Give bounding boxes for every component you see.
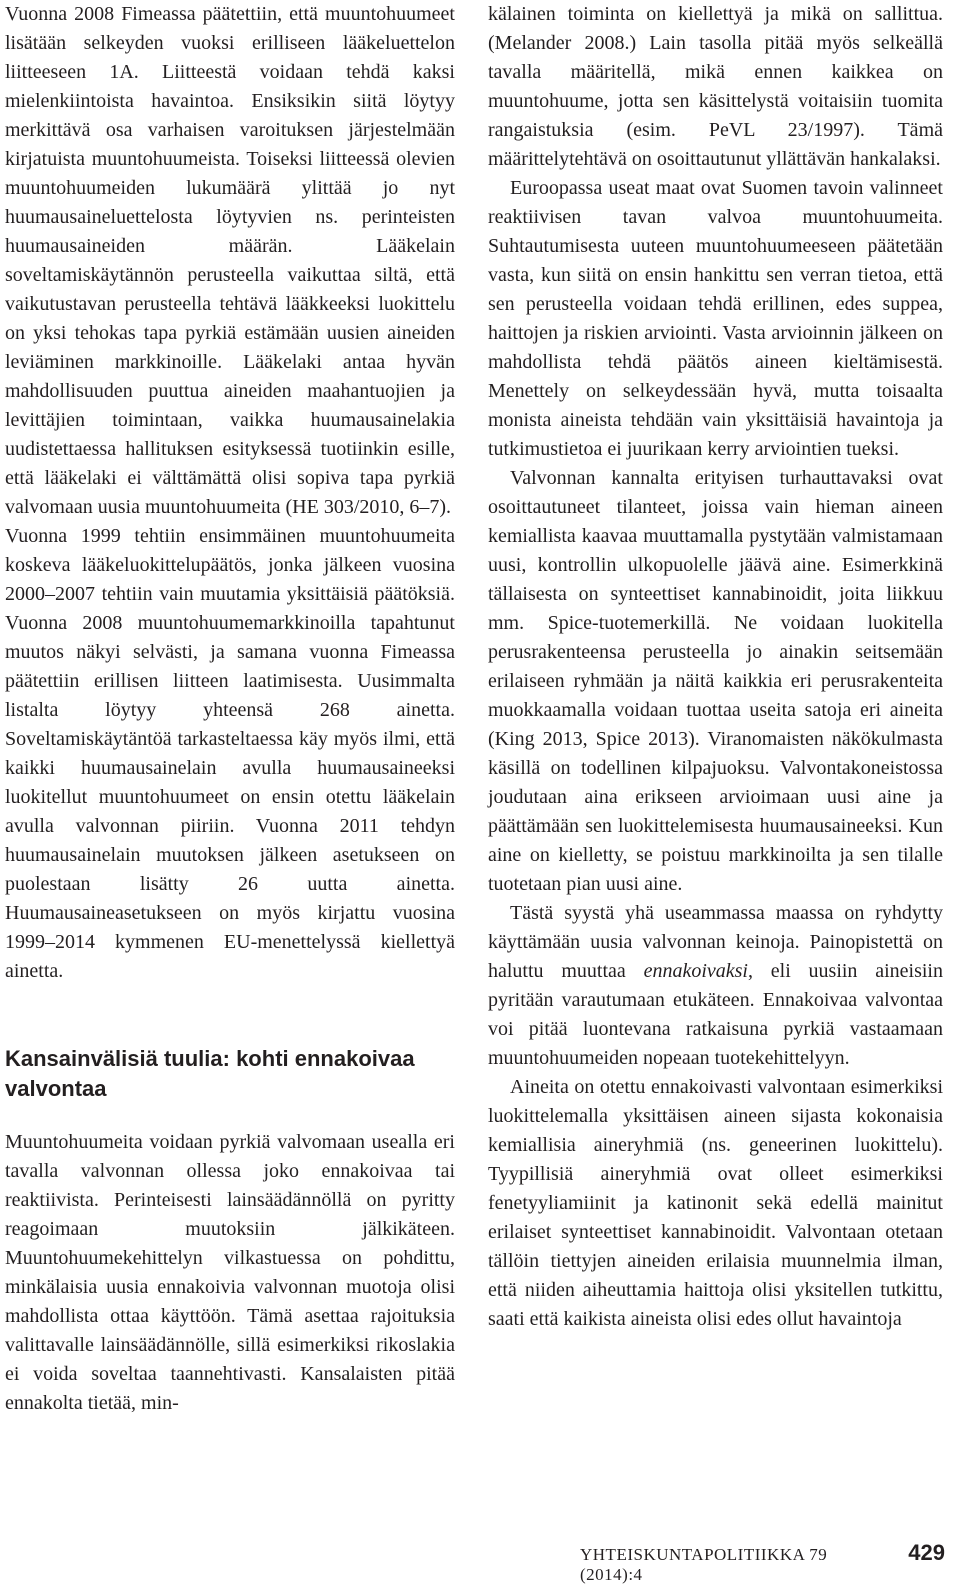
text-segment: Tästä syystä yhä useammassa maassa on ryhdytty käyttämään uusia valvonnan keinoja. Painopistettä on haluttu muuttaa	[488, 902, 943, 982]
paragraph-proactive-intro: Muuntohuumeita voidaan pyrkiä valvomaan usealla eri tavalla valvonnan ollessa joko ennakoivaa tai reaktiivista. Perinteisesti lainsäädännöllä on pyritty reagoimaan muutoksiin jälkikäteen. Muuntohuumekehittelyn vilkastuessa on pohdittu, minkälaisia uusia ennakoivia valvonnan muotoja olisi mahdollista ottaa käyttöön. Tämä asettaa rajoituksia valittavalle lainsäädännölle, sillä esimerkiksi rikoslakia ei voida soveltaa taannehtivasti. Kansalaisten pitää ennakolta tietää, min-	[5, 1131, 455, 1414]
page-footer	[580, 1540, 945, 1584]
section-heading: Kansainvälisiä tuulia: kohti ennakoivaa valvontaa	[5, 1046, 415, 1101]
paragraph-synthetic-cannabinoids: Valvonnan kannalta erityisen turhauttavaksi ovat osoittautuneet tilanteet, joissa vain hieman aineen kemiallista kaavaa muuttamalla pystytään valmistamaan uusi, kontrollin ulkopuolelle jäävä aine. Esimerkkinä tällaisesta on synteettiset kannabinoidit, joita liikkuu mm. Spice-tuotemerkillä. Ne voidaan luokitella perusrakenteensa perusteella jo ainakin seitsemään erilaiseen ryhmään ja näitä kaikkia eri perusrakenteita muokkaamalla voidaan tuottaa useita satoja eri aineita (King 2013, Spice 2013). Viranomaisten näkökulmasta käsillä on todellinen kilpajuoksu. Valvontakoneistossa joudutaan aina erikseen arvioimaan uusi aine ja päättämään sen luokittelemisesta huumausaineeksi. Kun aine on kielletty, se poistuu markkinoilta ja sen tilalle tuotetaan pian uusi aine.	[488, 467, 943, 895]
journal-citation: YHTEISKUNTAPOLITIIKKA 79 (2014):4	[580, 1545, 828, 1584]
paragraph-fimea-appendix: Vuonna 2008 Fimeassa päätettiin, että muuntohuumeet lisätään selkeyden vuoksi erilliseen lääkeluettelon liitteeseen 1A. Liitteestä voidaan tehdä kaksi mielenkiintoista havaintoa. Ensiksikin siitä löytyy merkittävä osa varhaisen varoituksen järjestelmään kirjatuista muuntohuumeista. Toiseksi liitteessä olevien muuntohuumeiden lukumäärä ylittää jo nyt huumausaineluettelosta löytyvien ns. perinteisten huumausaineiden määrän. Lääkelain soveltamiskäytännön perusteella vaikuttaa siltä, että vaikutustavan perusteella tehtävä lääkkeeksi luokittelu on yksi tehokas tapa pyrkiä estämään uusien aineiden leviäminen markkinoille. Lääkelaki antaa hyvän mahdollisuuden puuttua aineiden maahantuojien ja levittäjien toimintaan, vaikka huumausainelakia uudistettaessa hallituksen esityksessä tuotiinkin esille, että lääkelaki ei välttämättä olisi sopiva tapa pyrkiä valvomaan uusia muuntohuumeita (HE 303/2010, 6–7).	[5, 3, 455, 518]
paragraph-generic-classification: Aineita on otettu ennakoivasti valvontaan esimerkiksi luokittelemalla yksittäisen aineen sijasta kokonaisia kemiallisia aineryhmiä (ns. geneerinen luokittelu). Tyypillisiä aineryhmiä ovat olleet esimerkiksi fenetyyliamiinit ja katinonit sekä edellä mainitut erilaiset synteettiset kannabinoidit. Valvontaan otetaan tällöin tiettyjen aineiden erilaisia muunnelmia ilman, että niiden aiheuttamia haittoja olisi yksitellen tutkittu, saati että kaikista aineista olisi edes ollut havaintoja	[488, 1076, 943, 1330]
paragraph-new-control-methods	[488, 899, 943, 1073]
left-column	[5, 0, 455, 1418]
right-column	[488, 0, 943, 1334]
emphasis-text: ennakoivaksi	[643, 960, 748, 982]
text-segment: , eli uusiin aineisiin pyritään varautumaan etukäteen. Ennakoivaa valvontaa voi pitää luontevana ratkaisuna pyrkiä vastaamaan muuntohuumeiden nopeaan tuotekehittelyyn.	[488, 960, 943, 1069]
paragraph-classification-history: Vuonna 1999 tehtiin ensimmäinen muuntohuumeita koskeva lääkeluokittelupäätös, jonka jälkeen vuosina 2000–2007 tehtiin vain muutamia yksittäisiä päätöksiä. Vuonna 2008 muuntohuumemarkkinoilla tapahtunut muutos näkyi selvästi, ja samana vuonna Fimeassa päätettiin erillisen liitteen laatimisesta. Uusimmalta listalta löytyy yhteensä 268 ainetta. Soveltamiskäytäntöä tarkasteltaessa käy myös ilmi, että kaikki huumausainelain avulla huumausaineeksi luokitellut muuntohuumeet on ensin otettu lääkelain avulla valvonnan piiriin. Vuonna 2011 tehdyn huumausainelain muutoksen jälkeen asetukseen on puolestaan lisätty 26 uutta ainetta. Huumausaineasetukseen on myös kirjattu vuosina 1999–2014 kymmenen EU-menettelyssä kiellettyä ainetta.	[5, 525, 455, 982]
paragraph-europe-reactive: Euroopassa useat maat ovat Suomen tavoin valinneet reaktiivisen tavan valvoa muuntohuumeita. Suhtautumisesta uuteen muuntohuumeeseen päätetään vasta, kun siitä on ensin hankittu sen verran tietoa, että sen perusteella voidaan tehdä erillinen, edes suppea, haittojen ja riskien arviointi. Vasta arvioinnin jälkeen on mahdollista tehdä päätös aineen kieltämisestä. Menettely on selkeydessään hyvä, mutta toisaalta monista aineista tehdään vain yksittäisiä havaintoja ja tutkimustietoa ei juurikaan kerry arviointien tueksi.	[488, 177, 943, 460]
paragraph-continuation: kälainen toiminta on kiellettyä ja mikä on sallittua. (Melander 2008.) Lain tasolla pitää myös selkeällä tavalla määritellä, mikä ennen kaikkea on muuntohuume, jotta sen käsittelystä voitaisiin tuomita rangaistuksia (esim. PeVL 23/1997). Tämä määrittelytehtävä on osoittautunut yllättävän hankalaksi.	[488, 3, 943, 170]
page-number: 429	[908, 1540, 945, 1565]
